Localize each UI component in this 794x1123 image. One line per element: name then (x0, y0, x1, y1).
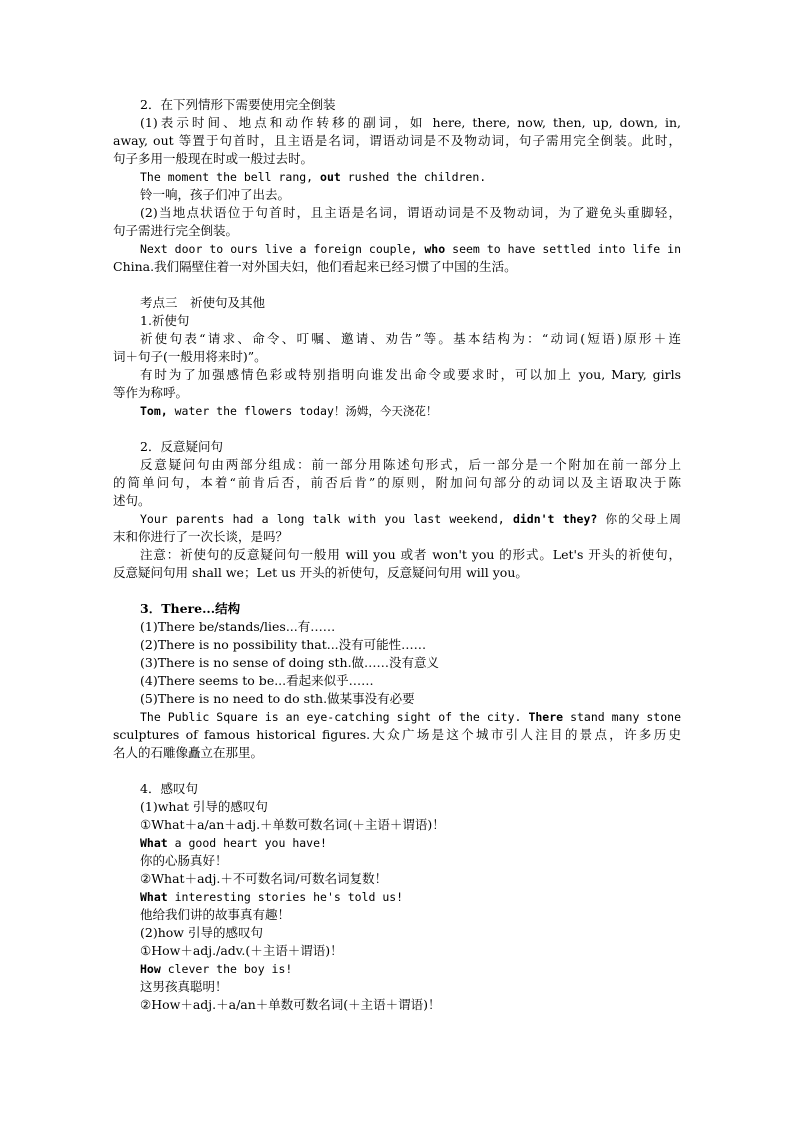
subsection-title: 2．反意疑问句 (140, 439, 223, 454)
paragraph-line: 祈使句表“请求、命令、叮嘱、邀请、劝告”等。基本结构为：“动词(短语)原形＋连 (140, 331, 681, 346)
pattern-heading: (2)how 引导的感叹句 (140, 925, 263, 940)
example-sentence: Your parents had a long talk with you last weekend, didn't they? 你的父母上周 (140, 512, 681, 526)
example-sentence-cont: sculptures of famous historical figures.大众广场是这个城市引人注目的景点，许多历史 (113, 727, 681, 742)
subsection-title: 3．There...结构 (140, 601, 241, 616)
example-sentence: How clever the boy is! (140, 962, 293, 976)
pattern-formula: ①How＋adj./adv.(＋主语＋谓语)！ (140, 943, 343, 958)
example-translation: 你的心肠真好！ (140, 853, 228, 868)
paragraph-line: away, out 等置于句首时，且主语是名词，谓语动词是不及物动词，句子需用完全倒装。此时， (113, 133, 681, 148)
paragraph-line: (1)表示时间、地点和动作转移的副词，如 here, there, now, then, up, down, in, (140, 115, 681, 130)
document-page (113, 96, 681, 1014)
example-sentence-cont: 名人的石雕像矗立在那里。 (113, 745, 264, 760)
note-line: 反意疑问句用 shall we；Let us 开头的祈使句，反意疑问句用 will you。 (113, 565, 528, 580)
example-sentence: What a good heart you have! (140, 836, 327, 850)
example-sentence: The Public Square is an eye-catching sight of the city. There stand many stone (140, 710, 681, 724)
list-item: (5)There is no need to do sth.做某事没有必要 (140, 691, 415, 706)
paragraph-line: (2)当地点状语位于句首时，且主语是名词，谓语动词是不及物动词，为了避免头重脚轻， (140, 205, 681, 220)
section-heading-full-inversion: 2．在下列情形下需要使用完全倒装 (140, 97, 336, 112)
example-sentence: Next door to ours live a foreign couple, who seem to have settled into life in (140, 242, 681, 256)
example-sentence: The moment the bell rang, out rushed the children. (140, 170, 487, 184)
list-item: (1)There be/stands/lies...有…… (140, 619, 336, 634)
example-translation: 这男孩真聪明！ (140, 979, 228, 994)
paragraph-line: 词＋句子(一般用将来时)”。 (113, 349, 267, 364)
list-item: (3)There is no sense of doing sth.做……没有意义 (140, 655, 440, 670)
pattern-formula: ②How＋adj.＋a/an＋单数可数名词(＋主语＋谓语)！ (140, 997, 441, 1012)
section-heading-kd3: 考点三 祈使句及其他 (140, 295, 266, 310)
subsection-title: 4．感叹句 (140, 781, 198, 796)
pattern-formula: ①What＋a/an＋adj.＋单数可数名词(＋主语＋谓语)！ (140, 817, 445, 832)
example-translation: 铃一响，孩子们冲了出去。 (140, 187, 291, 202)
paragraph-line: 句子多用一般现在时或一般过去时。 (113, 151, 314, 166)
note-line: 注意：祈使句的反意疑问句一般用 will you 或者 won't you 的形式。Let's 开头的祈使句， (140, 547, 681, 562)
paragraph-line: 的简单问句，本着“前肯后否，前否后肯”的原则，附加问句部分的动词以及主语取决于陈 (113, 475, 681, 490)
example-sentence: Tom, water the flowers today！汤姆，今天浇花！ (140, 404, 438, 418)
paragraph-line: 句子需进行完全倒装。 (113, 223, 239, 238)
pattern-formula: ②What＋adj.＋不可数名词/可数名词复数！ (140, 871, 388, 886)
paragraph-line: 等作为称呼。 (113, 385, 189, 400)
example-translation: 他给我们讲的故事真有趣！ (140, 907, 291, 922)
paragraph-line: 述句。 (113, 493, 151, 508)
list-item: (2)There is no possibility that...没有可能性…… (140, 637, 427, 652)
subsection-title: 1.祈使句 (140, 313, 190, 328)
example-sentence-cont: 末和你进行了一次长谈，是吗？ (113, 529, 289, 544)
list-item: (4)There seems to be...看起来似乎…… (140, 673, 374, 688)
paragraph-line: 反意疑问句由两部分组成：前一部分用陈述句形式，后一部分是一个附加在前一部分上 (140, 457, 681, 472)
example-sentence: What interesting stories he's told us! (140, 890, 404, 904)
example-sentence-cont: China.我们隔壁住着一对外国夫妇，他们看起来已经习惯了中国的生活。 (113, 259, 517, 274)
paragraph-line: 有时为了加强感情色彩或特别指明向谁发出命令或要求时，可以加上 you, Mary, girls (140, 367, 681, 382)
pattern-heading: (1)what 引导的感叹句 (140, 799, 268, 814)
